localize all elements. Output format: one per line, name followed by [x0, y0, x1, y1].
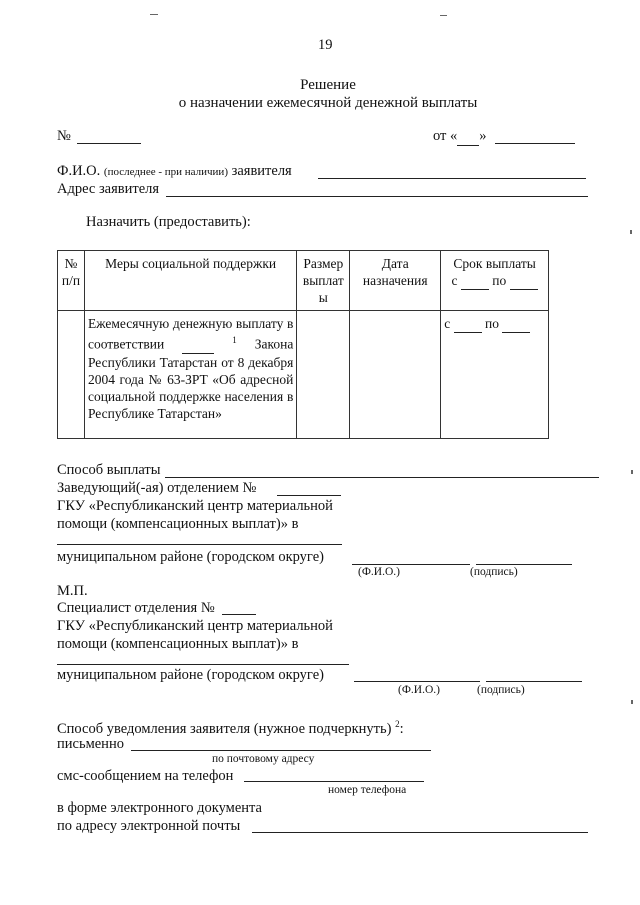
footnote-1: 1 — [232, 335, 237, 345]
specialist-fio-field[interactable] — [354, 681, 480, 682]
postal-address-caption: по почтовому адресу — [212, 753, 315, 765]
head-sign-field[interactable] — [476, 564, 572, 565]
fio-label-main: Ф.И.О. — [57, 163, 101, 179]
notify-label — [57, 719, 404, 738]
row-amount-cell[interactable] — [297, 311, 350, 439]
head-line3: помощи (компенсационных выплат)» в — [57, 516, 299, 532]
specialist-department-number-field[interactable] — [222, 614, 256, 615]
phone-number-caption: номер телефона — [328, 784, 407, 796]
date-month-year-field[interactable] — [495, 143, 575, 144]
notify-sms-option[interactable]: смс-сообщением на телефон — [57, 768, 234, 784]
row-date-cell[interactable] — [350, 311, 441, 439]
header-term-to: по — [492, 273, 507, 288]
scan-mark — [631, 470, 633, 474]
specialist-municipality-field[interactable] — [57, 664, 349, 665]
measure-text-2: Закона Республики Татарстан от 8 декабря 2004 года № 63-ЗРТ «Об адресной социальной поддержке населения в Республике Татарстан» — [87, 336, 294, 421]
header-term-range — [444, 272, 545, 290]
header-term: Срок выплаты — [453, 256, 536, 271]
head-line4: муниципальном районе (городском округе) — [57, 549, 324, 565]
postal-address-field[interactable] — [131, 750, 431, 751]
page-number: 19 — [318, 37, 333, 53]
head-fio-caption: (Ф.И.О.) — [358, 566, 400, 578]
specialist-sign-caption: (подпись) — [477, 684, 525, 696]
payment-method-field[interactable] — [165, 477, 599, 478]
row-term-cell[interactable] — [441, 311, 549, 439]
header-num: № п/п — [58, 251, 85, 311]
specialist-sign-field[interactable] — [486, 681, 582, 682]
head-line1: Заведующий(-ая) отделением № — [57, 480, 257, 496]
measure-text-1: Ежемесячную денежную выплату в соответствии — [87, 316, 294, 352]
document-subtitle: о назначении ежемесячной денежной выплаты — [178, 95, 478, 111]
scan-mark — [440, 15, 447, 16]
footnote-2: 2 — [395, 719, 400, 729]
table-row — [58, 311, 549, 439]
head-fio-field[interactable] — [352, 564, 470, 565]
header-term-from: с — [451, 273, 458, 288]
row-term-to: по — [484, 316, 499, 331]
notify-label-suffix: : — [399, 720, 404, 737]
address-label: Адрес заявителя — [57, 181, 160, 197]
notify-written-option[interactable]: письменно — [57, 736, 124, 752]
date-label — [433, 128, 487, 146]
specialist-line4: муниципальном районе (городском округе) — [57, 667, 324, 683]
address-field[interactable] — [166, 196, 588, 197]
scan-mark — [150, 14, 158, 15]
row-num-cell[interactable] — [58, 311, 85, 439]
head-municipality-field[interactable] — [57, 544, 342, 545]
payment-method-label: Способ выплаты — [57, 462, 161, 478]
row-term-from: с — [444, 316, 451, 331]
notify-email-option-line1[interactable]: в форме электронного документа — [57, 800, 262, 816]
specialist-line1: Специалист отделения № — [57, 600, 215, 616]
assign-label: Назначить (предоставить): — [86, 214, 251, 230]
law-article-field[interactable] — [182, 336, 214, 354]
scan-mark — [630, 230, 632, 234]
row-measure-cell — [84, 311, 296, 439]
head-department-number-field[interactable] — [277, 495, 341, 496]
fio-label — [57, 163, 292, 180]
notify-label-text: Способ уведомления заявителя (нужное подчеркнуть) — [57, 720, 392, 737]
head-sign-caption: (подпись) — [470, 566, 518, 578]
number-label: № — [57, 128, 71, 144]
table-header-row — [58, 251, 549, 311]
stamp-place-label: М.П. — [57, 583, 88, 599]
header-amount: Размер выплат ы — [297, 251, 350, 311]
specialist-line2: ГКУ «Республиканский центр материальной — [57, 618, 333, 634]
phone-number-field[interactable] — [244, 781, 424, 782]
header-date: Дата назначения — [350, 251, 441, 311]
document-title: Решение — [300, 77, 356, 93]
email-address-field[interactable] — [252, 832, 588, 833]
date-prefix: от « — [433, 128, 458, 144]
measures-table — [57, 250, 549, 439]
fio-note: (последнее - при наличии) — [103, 166, 228, 178]
header-term-cell — [441, 251, 549, 311]
number-field[interactable] — [77, 143, 141, 144]
date-day-field[interactable] — [457, 128, 479, 146]
notify-email-option-line2[interactable]: по адресу электронной почты — [57, 818, 241, 834]
fio-label-suffix: заявителя — [231, 163, 292, 179]
header-measures: Меры социальной поддержки — [84, 251, 296, 311]
date-mid: » — [479, 128, 487, 144]
head-line2: ГКУ «Республиканский центр материальной — [57, 498, 333, 514]
fio-field[interactable] — [318, 178, 586, 179]
specialist-fio-caption: (Ф.И.О.) — [398, 684, 440, 696]
specialist-line3: помощи (компенсационных выплат)» в — [57, 636, 299, 652]
scan-mark — [631, 700, 633, 704]
